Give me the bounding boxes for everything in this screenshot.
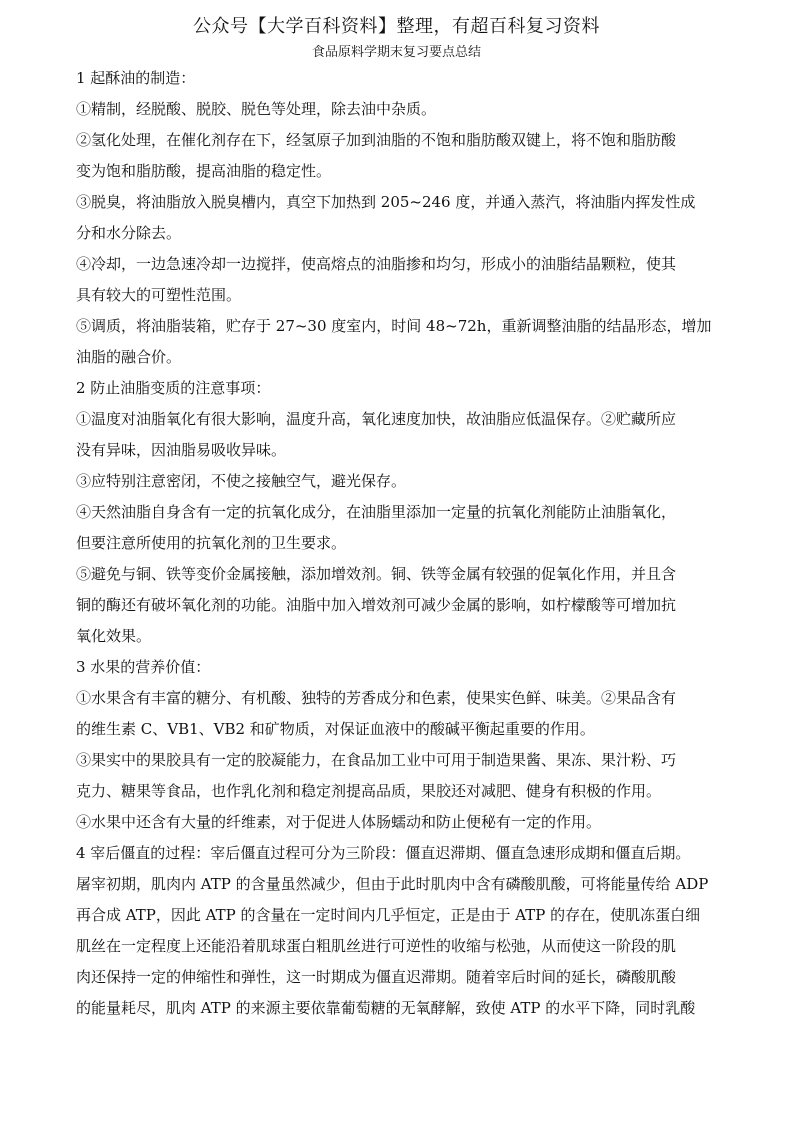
text-line: 再合成 ATP，因此 ATP 的含量在一定时间内几乎恒定，正是由于 ATP 的存在，使肌冻蛋白细 — [76, 906, 701, 924]
text-line: 铜的酶还有破坏氧化剂的功能。油脂中加入增效剂可减少金属的影响，如柠檬酸等可增加抗 — [76, 596, 677, 614]
section-heading: 1 起酥油的制造： — [76, 69, 196, 87]
text-line: ①精制，经脱酸、脱胶、脱色等处理，除去油中杂质。 — [76, 100, 437, 118]
text-line: 的能量耗尽，肌肉 ATP 的来源主要依靠葡萄糖的无氧酵解，致使 ATP 的水平下降，同时乳酸 — [76, 999, 696, 1017]
text-line: 具有较大的可塑性范围。 — [76, 286, 242, 304]
text-line: ⑤避免与铜、铁等变价金属接触，添加增效剂。铜、铁等金属有较强的促氧化作用，并且含 — [76, 565, 677, 583]
text-line: 油脂的融合价。 — [76, 348, 182, 366]
text-line: ④冷却，一边急速冷却一边搅拌，使高熔点的油脂掺和均匀，形成小的油脂结晶颗粒，使其 — [76, 255, 677, 273]
text-line: 屠宰初期，肌肉内 ATP 的含量虽然减少，但由于此时肌肉中含有磷酸肌酸，可将能量传给 ADP — [76, 875, 709, 893]
text-line: 氧化效果。 — [76, 627, 152, 645]
text-line: ①温度对油脂氧化有很大影响，温度升高，氧化速度加快，故油脂应低温保存。②贮藏所应 — [76, 410, 677, 428]
text-line: 肉还保持一定的伸缩性和弹性，这一时期成为僵直迟滞期。随着宰后时间的延长，磷酸肌酸 — [76, 968, 677, 986]
text-line: 分和水分除去。 — [76, 224, 182, 242]
header-subtitle: 食品原料学期末复习要点总结 — [311, 45, 481, 60]
text-line: ③应特别注意密闭，不使之接触空气，避光保存。 — [76, 472, 407, 490]
section-heading: 4 宰后僵直的过程：宰后僵直过程可分为三阶段：僵直迟滞期、僵直急速形成期和僵直后期。 — [76, 844, 691, 862]
text-line: 变为饱和脂肪酸，提高油脂的稳定性。 — [76, 162, 332, 180]
text-line: ④水果中还含有大量的纤维素，对于促进人体肠蠕动和防止便秘有一定的作用。 — [76, 813, 602, 831]
text-line: 没有异味，因油脂易吸收异味。 — [76, 441, 287, 459]
document-body — [76, 63, 720, 1024]
text-line: 肌丝在一定程度上还能沿着肌球蛋白粗肌丝进行可逆性的收缩与松弛，从而使这一阶段的肌 — [76, 937, 677, 955]
text-line: ③脱臭，将油脂放入脱臭槽内，真空下加热到 205~246 度，并通入蒸汽，将油脂内挥发性成 — [76, 193, 696, 211]
text-line: ③果实中的果胶具有一定的胶凝能力，在食品加工业中可用于制造果酱、果冻、果汁粉、巧 — [76, 751, 677, 769]
text-line: 克力、糖果等食品，也作乳化剂和稳定剂提高品质，果胶还对减肥、健身有积极的作用。 — [76, 782, 662, 800]
header-title: 公众号【大学百科资料】整理，有超百科复习资料 — [193, 16, 600, 37]
text-line: ④天然油脂自身含有一定的抗氧化成分，在油脂里添加一定量的抗氧化剂能防止油脂氧化， — [76, 503, 677, 521]
text-line: ②氢化处理，在催化剂存在下，经氢原子加到油脂的不饱和脂肪酸双键上，将不饱和脂肪酸 — [76, 131, 677, 149]
text-line: ①水果含有丰富的糖分、有机酸、独特的芳香成分和色素，使果实色鲜、味美。②果品含有 — [76, 689, 677, 707]
section-heading: 2 防止油脂变质的注意事项： — [76, 379, 271, 397]
section-heading: 3 水果的营养价值： — [76, 658, 211, 676]
text-line: ⑤调质，将油脂装箱，贮存于 27~30 度室内，时间 48~72h，重新调整油脂的结晶形态，增加 — [76, 317, 712, 335]
text-line: 的维生素 C、VB1、VB2 和矿物质，对保证血液中的酸碱平衡起重要的作用。 — [76, 720, 595, 738]
text-line: 但要注意所使用的抗氧化剂的卫生要求。 — [76, 534, 347, 552]
